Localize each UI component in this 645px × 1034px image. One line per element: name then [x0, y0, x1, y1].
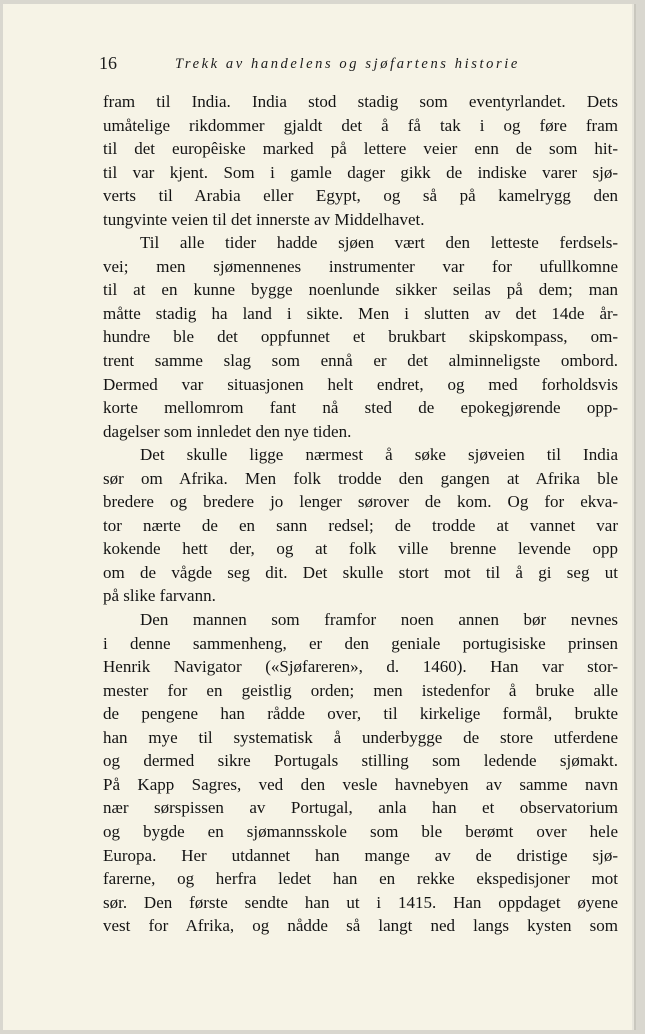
text-line: de pengene han rådde over, til kirkelige formål, brukte	[103, 704, 618, 724]
text-line: sør. Den første sendte han ut i 1415. Han oppdaget øyene	[103, 892, 618, 912]
text-line: kokende hett der, og at folk ville brenne levende opp	[103, 539, 618, 559]
text-line: På Kapp Sagres, ved den vesle havnebyen av samme navn	[103, 774, 618, 794]
text-line: Til alle tider hadde sjøen vært den letteste ferdsels-	[140, 233, 618, 253]
text-line: sør om Afrika. Men folk trodde den gangen at Afrika ble	[103, 468, 618, 488]
running-head	[99, 53, 619, 79]
text-line: Europa. Her utdannet han mange av de dristige sjø-	[103, 845, 618, 865]
text-line: Den mannen som framfor noen annen bør nevnes	[140, 610, 618, 630]
paragraph	[103, 443, 618, 608]
text-line: til at en kunne bygge noenlunde sikker seilas på dem; man	[103, 280, 618, 300]
page-number: 16	[99, 53, 117, 73]
text-line: tor nærte de en sann redsel; de trodde at vannet var	[103, 515, 618, 535]
text-line: verts til Arabia eller Egypt, og så på kamelrygg den	[103, 186, 618, 206]
paragraph	[103, 90, 618, 231]
text-line: fram til India. India stod stadig som eventyrlandet. Dets	[103, 92, 618, 111]
text-line: måtte stadig ha land i sikte. Men i slutten av det 14de år-	[103, 303, 618, 323]
text-line: bredere og bredere jo lenger sørover de kom. Og for ekva-	[103, 492, 618, 512]
book-page	[3, 4, 632, 1030]
paragraph	[103, 608, 618, 938]
text-line: nær sørspissen av Portugal, anla han et observatorium	[103, 798, 618, 818]
text-line: trent samme slag som ennå er det alminneligste ombord.	[103, 351, 618, 371]
text-line: dagelser som innledet den nye tiden.	[103, 421, 352, 441]
text-line: han mye til systematisk å underbygge de store utferdene	[103, 727, 618, 747]
text-line: mester for en geistlig orden; men istedenfor å bruke alle	[103, 680, 618, 700]
text-line: og dermed sikre Portugals stilling som ledende sjømakt.	[103, 751, 618, 771]
text-line: Det skulle ligge nærmest å søke sjøveien til India	[140, 445, 618, 465]
text-line: umåtelige rikdommer gjaldt det å få tak i og føre fram	[103, 115, 618, 135]
body-text	[103, 90, 618, 938]
text-line: tungvinte veien til det innerste av Middelhavet.	[103, 209, 425, 229]
text-line: på slike farvann.	[103, 586, 216, 606]
text-line: i denne sammenheng, er den geniale portugisiske prinsen	[103, 633, 618, 653]
text-line: farerne, og herfra ledet han en rekke ekspedisjoner mot	[103, 869, 618, 889]
text-line: Henrik Navigator («Sjøfareren», d. 1460). Han var stor-	[103, 657, 618, 677]
text-line: vest for Afrika, og nådde så langt ned langs kysten som	[103, 916, 618, 936]
text-line: og bygde en sjømannsskole som ble berømt over hele	[103, 821, 618, 841]
text-line: vei; men sjømennenes instrumenter var for ufullkomne	[103, 256, 618, 276]
text-line: til det europêiske marked på lettere veier enn de som hit-	[103, 139, 618, 159]
running-title: Trekk av handelens og sjøfartens historie	[175, 56, 520, 72]
text-line: hundre ble det oppfunnet et brukbart skipskompass, om-	[103, 327, 618, 347]
text-line: korte mellomrom fant nå sted de epokegjørende opp-	[103, 398, 618, 418]
paragraph	[103, 231, 618, 443]
text-line: Dermed var situasjonen helt endret, og med forholdsvis	[103, 374, 618, 394]
text-line: om de vågde seg dit. Det skulle stort mot til å gi seg ut	[103, 562, 618, 582]
text-line: til var kjent. Som i gamle dager gikk de indiske varer sjø-	[103, 162, 618, 182]
